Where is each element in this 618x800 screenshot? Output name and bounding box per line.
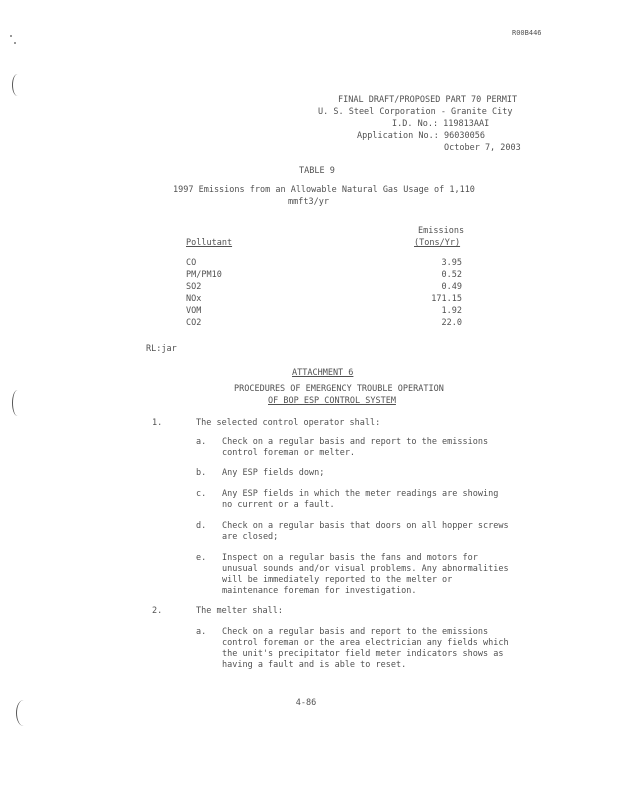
pollutant-cell: PM/PM10 (186, 270, 222, 280)
section-heading: The selected control operator shall: (196, 418, 381, 428)
value-cell: 22.0 (441, 318, 462, 328)
header-line-3: I.D. No.: 119813AAI (392, 119, 490, 129)
attachment-title: ATTACHMENT 6 (292, 368, 354, 378)
item-letter: b. (196, 468, 207, 478)
attachment-subtitle-1: PROCEDURES OF EMERGENCY TROUBLE OPERATION (234, 384, 444, 394)
list-item: Check on a regular basis and report to the emissions control foreman or melter. (222, 437, 489, 458)
hole-punch-mark-middle (12, 390, 23, 416)
table-row (186, 318, 462, 329)
column-header-pollutant: Pollutant (186, 238, 233, 248)
page-code: R00B446 (512, 29, 542, 37)
header-line-4: Application No.: 96030056 (357, 131, 485, 141)
column-header-units: (Tons/Yr) (414, 238, 461, 248)
section-number: 1. (152, 418, 163, 428)
value-cell: 0.52 (441, 270, 462, 280)
header-line-2: U. S. Steel Corporation - Granite City (318, 107, 513, 117)
item-letter: a. (196, 627, 207, 637)
pollutant-cell: VOM (186, 306, 202, 316)
attachment-subtitle-2: OF BOP ESP CONTROL SYSTEM (268, 396, 396, 406)
page-number: 4-86 (295, 698, 317, 708)
scan-speck (10, 35, 12, 37)
value-cell: 0.49 (441, 282, 462, 292)
section-number: 2. (152, 606, 163, 616)
list-item: Inspect on a regular basis the fans and motors for unusual sounds and/or visual problems. Any abnormalities will be immediately reported to the melter or maintenance foreman for investigation. (222, 553, 509, 596)
table-row (186, 270, 462, 281)
value-cell: 1.92 (441, 306, 462, 316)
pollutant-cell: CO2 (186, 318, 202, 328)
item-letter: e. (196, 553, 207, 563)
table-row (186, 294, 462, 305)
item-letter: c. (196, 489, 207, 499)
header-line-1: FINAL DRAFT/PROPOSED PART 70 PERMIT (338, 95, 518, 105)
pollutant-cell: NOx (186, 294, 202, 304)
item-letter: d. (196, 521, 207, 531)
item-letter: a. (196, 437, 207, 447)
table-label: TABLE 9 (299, 166, 335, 176)
header-line-5: October 7, 2003 (444, 143, 521, 153)
table-row (186, 258, 462, 269)
pollutant-cell: SO2 (186, 282, 202, 292)
hole-punch-mark-top (12, 74, 23, 96)
pollutant-cell: CO (186, 258, 197, 268)
hole-punch-mark-bottom (16, 700, 31, 726)
list-item: Check on a regular basis and report to the emissions control foreman or the area electrician any fields which the unit's precipitator field meter indicators shows as having a fault and is able to reset. (222, 627, 509, 670)
table-caption-line-1: 1997 Emissions from an Allowable Natural Gas Usage of 1,110 (173, 185, 475, 195)
table-row (186, 306, 462, 317)
value-cell: 171.15 (431, 294, 462, 304)
scan-speck (14, 42, 16, 44)
list-item: Any ESP fields down; (222, 468, 325, 478)
list-item: Check on a regular basis that doors on all hopper screws are closed; (222, 521, 509, 542)
list-item: Any ESP fields in which the meter readings are showing no current or a fault. (222, 489, 499, 510)
value-cell: 3.95 (441, 258, 462, 268)
section-heading: The melter shall: (196, 606, 283, 616)
column-header-emissions: Emissions (418, 226, 465, 236)
typist-initials: RL:jar (146, 344, 177, 354)
table-caption-line-2: mmft3/yr (288, 197, 329, 207)
table-row (186, 282, 462, 293)
